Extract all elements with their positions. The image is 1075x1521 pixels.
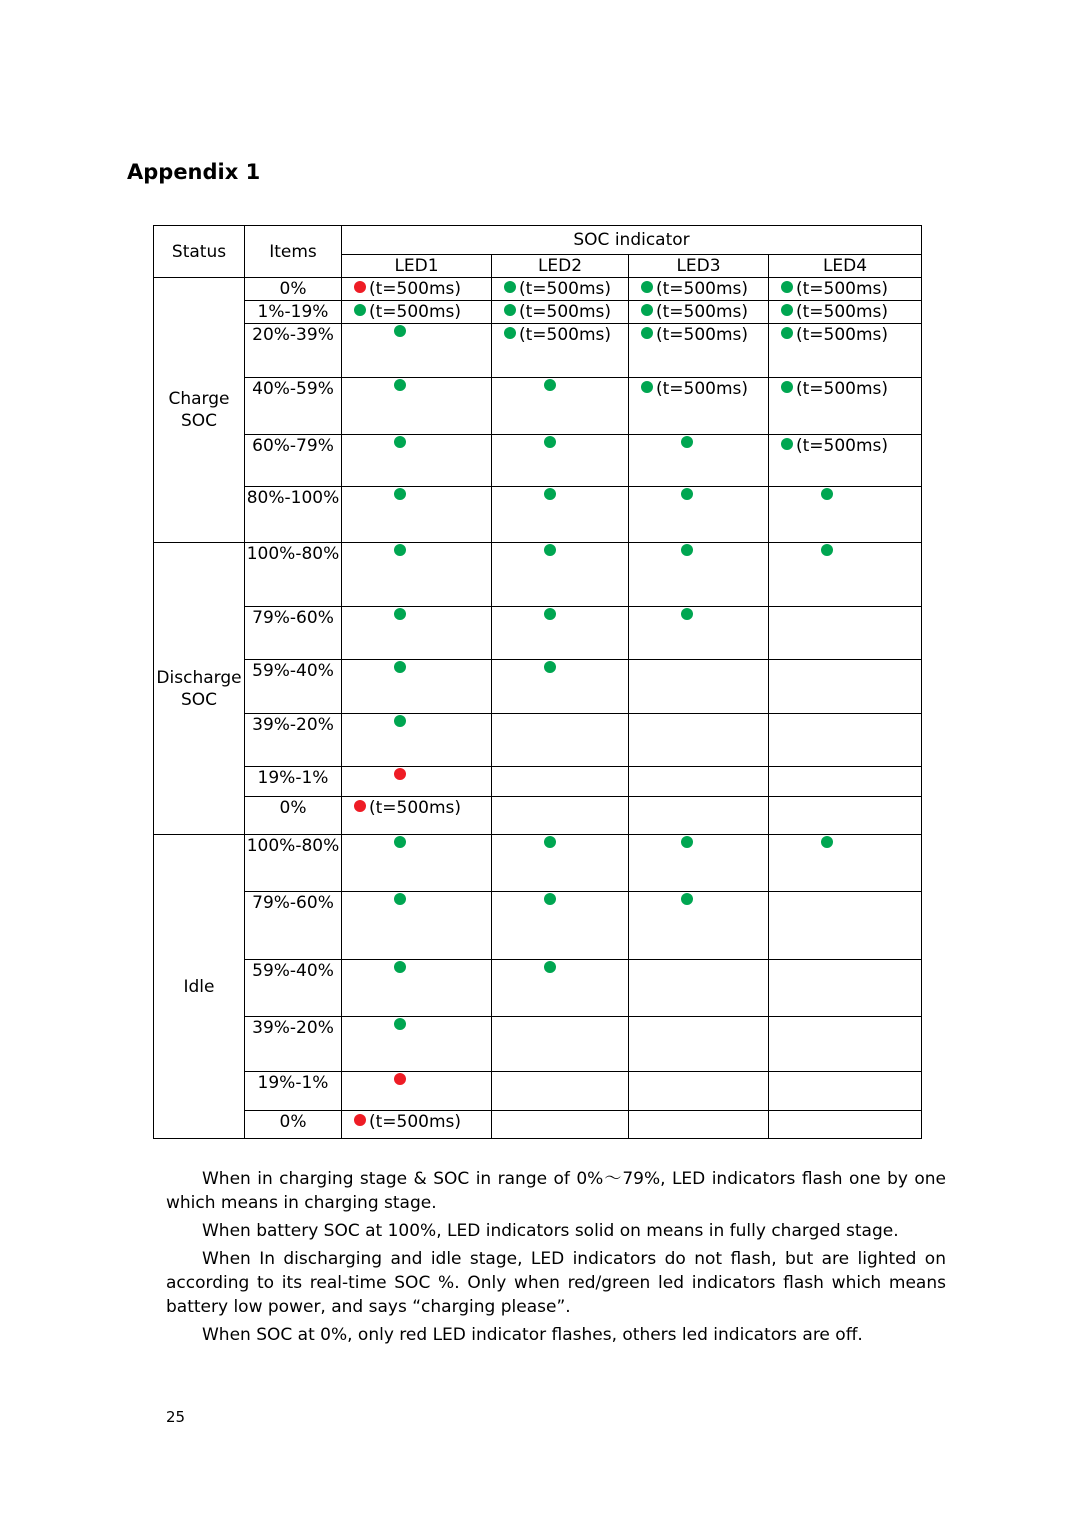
led1-cell (342, 660, 492, 714)
table-row (154, 301, 922, 324)
note-paragraph: When battery SOC at 100%, LED indicators solid on means in fully charged stage. (202, 1221, 899, 1241)
green-led-icon (394, 893, 406, 905)
led3-cell (629, 714, 769, 767)
item-cell: 0% (245, 278, 342, 301)
led2-cell (492, 324, 629, 378)
green-led-icon (394, 544, 406, 556)
green-led-icon (394, 836, 406, 848)
led2-cell (492, 487, 629, 543)
led1-cell (342, 301, 492, 324)
green-led-icon (641, 381, 653, 393)
item-cell: 59%-40% (245, 960, 342, 1017)
green-led-icon (641, 281, 653, 293)
table-row (154, 1111, 922, 1139)
table-row (154, 960, 922, 1017)
table-row (154, 767, 922, 797)
led3-cell (629, 797, 769, 835)
led2-cell (492, 435, 629, 487)
led2-cell (492, 1111, 629, 1139)
table-row (154, 607, 922, 660)
led3-cell (629, 487, 769, 543)
green-led-icon (394, 961, 406, 973)
led1-cell (342, 1111, 492, 1139)
green-led-icon (781, 281, 793, 293)
led2-cell (492, 714, 629, 767)
flash-interval-label: (t=500ms) (796, 302, 889, 322)
green-led-icon (641, 327, 653, 339)
header-led4: LED4 (769, 255, 922, 278)
header-items: Items (245, 226, 342, 278)
page-number: 25 (166, 1408, 186, 1426)
table-row (154, 1072, 922, 1111)
item-cell: 100%-80% (245, 835, 342, 892)
table-row (154, 324, 922, 378)
green-led-icon (821, 488, 833, 500)
table-row (154, 543, 922, 607)
note-paragraph: When SOC at 0%, only red LED indicator flashes, others led indicators are off. (202, 1325, 863, 1345)
flash-interval-label: (t=500ms) (656, 379, 749, 399)
led4-cell (769, 278, 922, 301)
green-led-icon (544, 836, 556, 848)
led3-cell (629, 324, 769, 378)
flash-interval-label: (t=500ms) (656, 302, 749, 322)
flash-interval-label: (t=500ms) (369, 1112, 462, 1132)
green-led-icon (504, 327, 516, 339)
led4-cell (769, 543, 922, 607)
item-cell: 79%-60% (245, 607, 342, 660)
red-led-icon (394, 1073, 406, 1085)
item-cell: 40%-59% (245, 378, 342, 435)
led4-cell (769, 960, 922, 1017)
item-cell: 0% (245, 1111, 342, 1139)
item-cell: 20%-39% (245, 324, 342, 378)
led2-cell (492, 892, 629, 960)
green-led-icon (504, 304, 516, 316)
led1-cell (342, 714, 492, 767)
red-led-icon (354, 800, 366, 812)
flash-interval-label: (t=500ms) (369, 302, 462, 322)
led4-cell (769, 1072, 922, 1111)
flash-interval-label: (t=500ms) (796, 279, 889, 299)
led4-cell (769, 607, 922, 660)
green-led-icon (681, 488, 693, 500)
led4-cell (769, 301, 922, 324)
led1-cell (342, 960, 492, 1017)
table-row (154, 835, 922, 892)
flash-interval-label: (t=500ms) (796, 325, 889, 345)
led3-cell (629, 435, 769, 487)
red-led-icon (354, 1114, 366, 1126)
led2-cell (492, 607, 629, 660)
green-led-icon (394, 715, 406, 727)
green-led-icon (544, 544, 556, 556)
item-cell: 19%-1% (245, 1072, 342, 1111)
led3-cell (629, 892, 769, 960)
header-led3: LED3 (629, 255, 769, 278)
led2-cell (492, 960, 629, 1017)
led4-cell (769, 378, 922, 435)
green-led-icon (821, 544, 833, 556)
red-led-icon (394, 768, 406, 780)
led1-cell (342, 1072, 492, 1111)
led1-cell (342, 767, 492, 797)
led3-cell (629, 543, 769, 607)
led4-cell (769, 835, 922, 892)
green-led-icon (781, 438, 793, 450)
green-led-icon (641, 304, 653, 316)
green-led-icon (544, 608, 556, 620)
soc-indicator-table (153, 225, 922, 1139)
item-cell: 100%-80% (245, 543, 342, 607)
green-led-icon (821, 836, 833, 848)
item-cell: 59%-40% (245, 660, 342, 714)
led3-cell (629, 278, 769, 301)
green-led-icon (394, 488, 406, 500)
led4-cell (769, 892, 922, 960)
led4-cell (769, 797, 922, 835)
table-row (154, 660, 922, 714)
led1-cell (342, 543, 492, 607)
led1-cell (342, 892, 492, 960)
green-led-icon (681, 836, 693, 848)
header-led1: LED1 (342, 255, 492, 278)
led1-cell (342, 278, 492, 301)
led1-cell (342, 487, 492, 543)
red-led-icon (354, 281, 366, 293)
led4-cell (769, 1017, 922, 1072)
led4-cell (769, 1111, 922, 1139)
green-led-icon (544, 436, 556, 448)
green-led-icon (781, 327, 793, 339)
note-paragraph: When In discharging and idle stage, LED indicators do not flash, but are lighted on according to its real-time SOC %. Only when red/green led indicators flash which means battery low power, and says “charging please”. (166, 1249, 946, 1317)
status-cell: Idle (154, 835, 245, 1139)
green-led-icon (394, 1018, 406, 1030)
flash-interval-label: (t=500ms) (796, 436, 889, 456)
green-led-icon (781, 381, 793, 393)
green-led-icon (681, 436, 693, 448)
led2-cell (492, 767, 629, 797)
led2-cell (492, 1017, 629, 1072)
led2-cell (492, 378, 629, 435)
notes (166, 1167, 946, 1351)
green-led-icon (504, 281, 516, 293)
table-body (154, 278, 922, 1139)
led2-cell (492, 543, 629, 607)
table-row (154, 714, 922, 767)
green-led-icon (544, 961, 556, 973)
table-row (154, 1017, 922, 1072)
green-led-icon (781, 304, 793, 316)
led3-cell (629, 1111, 769, 1139)
led3-cell (629, 378, 769, 435)
led4-cell (769, 660, 922, 714)
flash-interval-label: (t=500ms) (519, 325, 612, 345)
led1-cell (342, 324, 492, 378)
led3-cell (629, 301, 769, 324)
table-row (154, 487, 922, 543)
led3-cell (629, 835, 769, 892)
led2-cell (492, 797, 629, 835)
table-row (154, 892, 922, 960)
led3-cell (629, 660, 769, 714)
led1-cell (342, 797, 492, 835)
item-cell: 79%-60% (245, 892, 342, 960)
green-led-icon (681, 608, 693, 620)
flash-interval-label: (t=500ms) (656, 325, 749, 345)
flash-interval-label: (t=500ms) (656, 279, 749, 299)
green-led-icon (394, 436, 406, 448)
table-row (154, 797, 922, 835)
item-cell: 1%-19% (245, 301, 342, 324)
flash-interval-label: (t=500ms) (369, 798, 462, 818)
led3-cell (629, 960, 769, 1017)
led1-cell (342, 607, 492, 660)
flash-interval-label: (t=500ms) (519, 279, 612, 299)
item-cell: 19%-1% (245, 767, 342, 797)
item-cell: 0% (245, 797, 342, 835)
led1-cell (342, 378, 492, 435)
header-led2: LED2 (492, 255, 629, 278)
header-status: Status (154, 226, 245, 278)
green-led-icon (681, 544, 693, 556)
led3-cell (629, 1017, 769, 1072)
green-led-icon (544, 661, 556, 673)
status-cell: Charge SOC (154, 278, 245, 543)
led4-cell (769, 714, 922, 767)
item-cell: 39%-20% (245, 1017, 342, 1072)
item-cell: 80%-100% (245, 487, 342, 543)
green-led-icon (394, 379, 406, 391)
green-led-icon (544, 379, 556, 391)
led4-cell (769, 435, 922, 487)
led2-cell (492, 278, 629, 301)
led3-cell (629, 767, 769, 797)
table-row (154, 435, 922, 487)
led2-cell (492, 301, 629, 324)
led1-cell (342, 1017, 492, 1072)
green-led-icon (544, 893, 556, 905)
led1-cell (342, 835, 492, 892)
led4-cell (769, 767, 922, 797)
green-led-icon (681, 893, 693, 905)
led2-cell (492, 835, 629, 892)
led1-cell (342, 435, 492, 487)
green-led-icon (544, 488, 556, 500)
item-cell: 60%-79% (245, 435, 342, 487)
led4-cell (769, 324, 922, 378)
led2-cell (492, 1072, 629, 1111)
item-cell: 39%-20% (245, 714, 342, 767)
flash-interval-label: (t=500ms) (796, 379, 889, 399)
green-led-icon (394, 661, 406, 673)
led4-cell (769, 487, 922, 543)
header-soc-indicator: SOC indicator (342, 226, 922, 255)
led3-cell (629, 1072, 769, 1111)
green-led-icon (394, 325, 406, 337)
green-led-icon (394, 608, 406, 620)
led2-cell (492, 660, 629, 714)
flash-interval-label: (t=500ms) (519, 302, 612, 322)
note-paragraph: When in charging stage & SOC in range of 0%～79%, LED indicators flash one by one which means in charging stage. (166, 1169, 946, 1213)
table-row (154, 378, 922, 435)
flash-interval-label: (t=500ms) (369, 279, 462, 299)
table-row (154, 278, 922, 301)
led3-cell (629, 607, 769, 660)
page-title: Appendix 1 (127, 160, 261, 184)
green-led-icon (354, 304, 366, 316)
status-cell: Discharge SOC (154, 543, 245, 835)
